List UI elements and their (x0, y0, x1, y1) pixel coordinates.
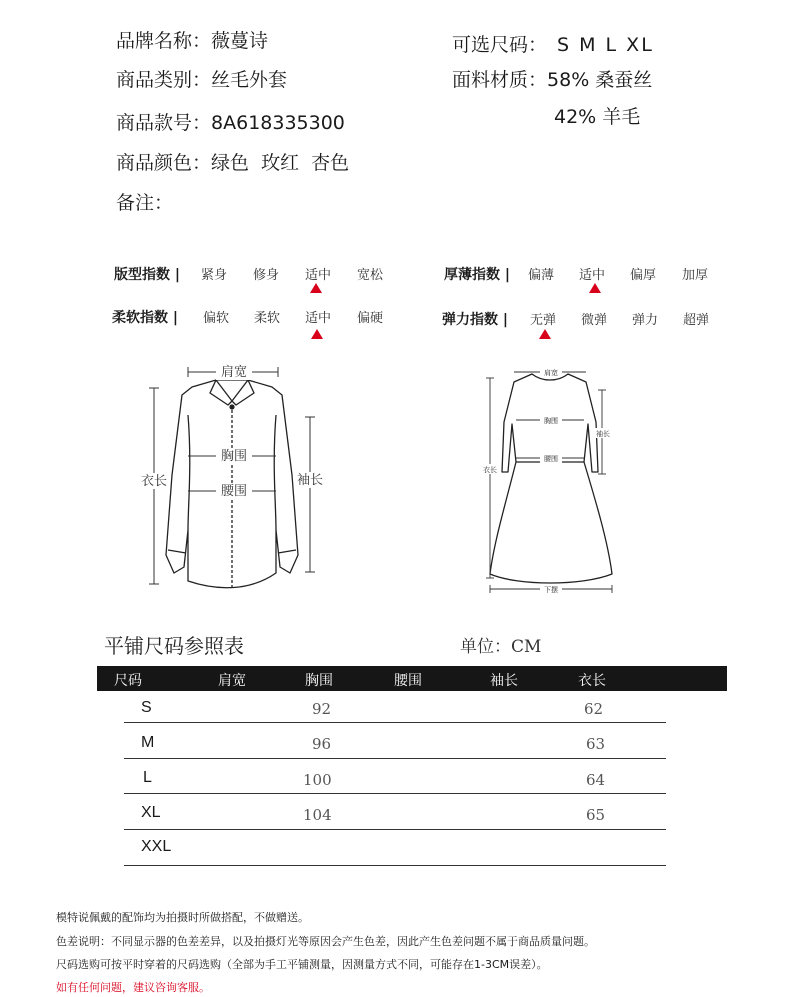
collar-icon (210, 380, 254, 405)
softness-option-very-soft: 柔软 (254, 311, 281, 326)
fit-selected-marker-icon (310, 283, 322, 293)
softness-index-label: 柔软指数 | (112, 310, 178, 326)
material-label: 面料材质： (452, 69, 548, 91)
dress-outline-icon (490, 374, 612, 583)
size-table-unit: 单位：CM (460, 637, 542, 657)
fit-option-tight: 紧身 (201, 268, 228, 283)
brand-label: 品牌名称： (116, 30, 212, 52)
table-row-length: 63 (586, 735, 606, 753)
material-row (452, 65, 652, 92)
elasticity-index-label: 弹力指数 | (442, 312, 508, 328)
header-chest: 胸围 (305, 673, 333, 689)
color-value: 绿色 玫红 杏色 (211, 152, 350, 174)
table-row-size: XXL (141, 838, 172, 855)
fit-index-label: 版型指数 | (114, 267, 180, 283)
table-row-chest: 104 (303, 806, 332, 824)
header-sleeve: 袖长 (490, 673, 518, 689)
category-label: 商品类别： (116, 69, 212, 91)
softness-selected-marker-icon (311, 329, 323, 339)
material-value-2: 42% 羊毛 (554, 106, 641, 128)
table-row-size: L (143, 769, 152, 786)
shirt-waist-label: 腰围 (220, 484, 248, 499)
dress-sleeve-label: 袖长 (596, 430, 610, 438)
elasticity-selected-marker-icon (539, 329, 551, 339)
softness-option-hard: 偏硬 (357, 311, 384, 326)
size-table-title: 平铺尺码参照表 (104, 634, 244, 658)
style-number-row (116, 108, 345, 135)
shirt-length-label: 衣长 (140, 474, 168, 489)
table-row-divider (124, 722, 666, 723)
table-row-divider (124, 829, 666, 830)
softness-option-soft: 偏软 (203, 311, 230, 326)
fit-option-loose: 宽松 (357, 268, 384, 283)
header-length: 衣长 (578, 673, 606, 689)
table-row-length: 64 (586, 771, 606, 789)
shirt-shoulder-label: 肩宽 (220, 365, 248, 380)
shirt-measurement-diagram (130, 355, 340, 600)
note-contact-service: 如有任何问题，建议咨询客服。 (56, 981, 210, 994)
fit-option-regular: 适中 (305, 268, 332, 283)
sizes-row (452, 30, 654, 57)
brand-value: 薇蔓诗 (211, 30, 269, 52)
thickness-option-medium: 适中 (579, 268, 606, 283)
thickness-index-label: 厚薄指数 | (444, 267, 510, 283)
note-color-difference: 色差说明：不同显示器的色差差异，以及拍摄灯光等原因会产生色差，因此产生色差问题不属于商品质量问题。 (56, 935, 595, 948)
dress-shoulder-label: 肩宽 (544, 369, 558, 377)
thickness-option-thin: 偏薄 (528, 268, 555, 283)
color-row (116, 148, 349, 175)
table-row-size: XL (141, 804, 161, 821)
elasticity-option-none: 无弹 (530, 313, 557, 328)
thickness-selected-marker-icon (589, 283, 601, 293)
dress-measurement-diagram (470, 362, 630, 602)
table-row-length: 62 (584, 700, 604, 718)
remark-label: 备注： (116, 192, 174, 214)
softness-option-medium: 适中 (305, 311, 332, 326)
header-shoulder: 肩宽 (218, 673, 246, 689)
elasticity-option-super: 超弹 (683, 313, 710, 328)
fit-option-slim: 修身 (253, 268, 280, 283)
table-row-divider (124, 865, 666, 866)
elasticity-option-stretch: 弹力 (632, 313, 659, 328)
table-row-chest: 100 (303, 771, 332, 789)
dress-hem-label: 下摆 (544, 586, 558, 594)
brand-row (116, 26, 268, 53)
shirt-chest-label: 胸围 (220, 449, 248, 464)
thickness-option-extra-thick: 加厚 (682, 268, 709, 283)
table-row-size: S (141, 699, 152, 716)
category-value: 丝毛外套 (211, 69, 288, 91)
table-row-length: 65 (586, 806, 606, 824)
button-icon (229, 404, 234, 409)
shirt-sleeve-label: 袖长 (296, 473, 324, 488)
elasticity-option-slight: 微弹 (581, 313, 608, 328)
style-number-value: 8A618335300 (211, 112, 345, 134)
header-waist: 腰围 (394, 673, 422, 689)
table-row-size: M (141, 734, 155, 751)
table-row-chest: 92 (312, 700, 332, 718)
thickness-option-thick: 偏厚 (630, 268, 657, 283)
material-value-1: 58% 桑蚕丝 (547, 69, 653, 91)
dress-chest-label: 胸围 (544, 417, 558, 425)
note-accessories: 模特说佩戴的配饰均为拍摄时所做搭配，不做赠送。 (56, 911, 309, 924)
sizes-label: 可选尺码： (452, 34, 548, 56)
dress-waist-label: 腰围 (544, 455, 558, 463)
dress-length-label: 衣长 (483, 466, 497, 474)
category-row (116, 65, 287, 92)
note-size-selection: 尺码选购可按平时穿着的尺码选购（全部为手工平铺测量，因测量方式不同，可能存在1-3CM误差）。 (56, 958, 548, 971)
header-size: 尺码 (114, 673, 142, 689)
color-label: 商品颜色： (116, 152, 212, 174)
sizes-value: S M L XL (557, 34, 654, 56)
remark-row (116, 188, 173, 215)
table-row-divider (124, 758, 666, 759)
table-row-chest: 96 (312, 735, 332, 753)
style-number-label: 商品款号： (116, 112, 212, 134)
table-row-divider (124, 793, 666, 794)
